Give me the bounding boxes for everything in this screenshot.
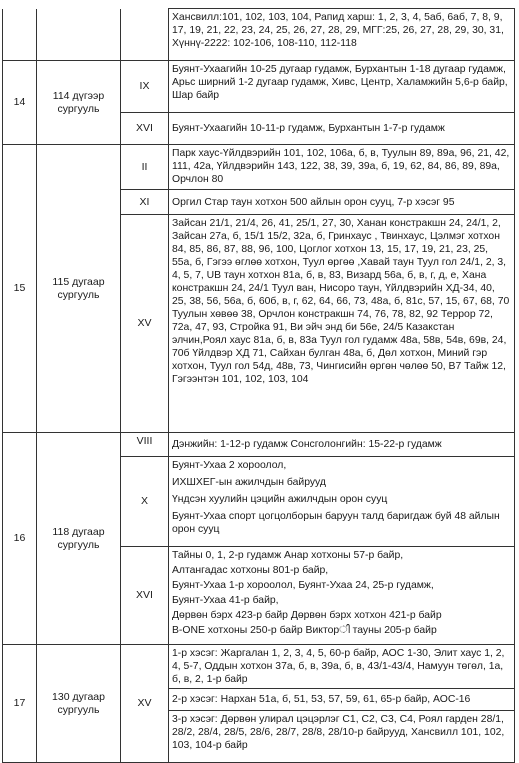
row-number: 15 [3, 145, 37, 433]
district-code: XVI [121, 113, 169, 145]
district-code: XI [121, 190, 169, 215]
row-number: 14 [3, 61, 37, 145]
district-code: VIII [121, 433, 169, 457]
area-line: Буянт-Ухаа 1-р хороолол, Буянт-Ухаа 24, 25-р гудамж, [172, 580, 434, 591]
area-cell: Буянт-Ухаагийн 10-25 дугаар гудамж, Бурхантын 1-18 дугаар гудамж, Арьс ширний 1-2 дугаар гудамж, Хивс, Центр, Халамжийн 5,6-р байр, Шар байр [169, 61, 515, 113]
area-cell [169, 457, 515, 547]
school-name: 115 дугаар сургууль [37, 145, 121, 433]
area-line: 2-р хэсэг: Нархан 51а, б, 51, 53, 57, 59, 61, 65-р байр, АОС-16 [169, 689, 514, 711]
table-row [3, 433, 515, 457]
area-line: Алтангадас хотхоны 801-р байр, [172, 565, 329, 576]
table-row [3, 9, 515, 61]
area-line: Буянт-Ухаа 41-р байр, [172, 595, 279, 606]
area-cell: Хансвилл:101, 102, 103, 104, Рапид харш: 1, 2, 3, 4, 5аб, 6аб, 7, 8, 9, 17, 19, 21, 22, 23, 24, 25, 26, 27, 28, 29, МГГ:25, 26, 27, 28, 29, 30, 31, Хүннү-2222: 102-106, 108-110, 112-118 [169, 9, 515, 61]
row-number: 16 [3, 433, 37, 645]
area-cell: Оргил Стар таун хотхон 500 айлын орон сууц, 7-р хэсэг 95 [169, 190, 515, 215]
school-name: 118 дугаар сургууль [37, 433, 121, 645]
area-cell [169, 645, 515, 763]
area-cell: Парк хаус-Үйлдвэрийн 101, 102, 106а, б, в, Туулын 89, 89а, 96, 21, 42, 111, 42а, Үйлдвэрийн 143, 122, 38, 39, 39а, б, 19, 62, 84, 86, 89, 89а, Орчлон 80 [169, 145, 515, 190]
area-line: Дөрвөн бэрх 423-р байр Дөрвөн бэрх хотхон 421-р байр [172, 610, 442, 621]
district-code: XVI [121, 547, 169, 645]
school-name: 114 дүгээр сургууль [37, 61, 121, 145]
area-line: Үндсэн хуулийн цэцийн ажилчдын орон сууц [172, 494, 388, 505]
table-row [3, 645, 515, 763]
area-line: Буянт-Ухаа спорт цогцолборын баруун талд баригдаж буй 48 айлын орон сууц [172, 511, 500, 535]
area-line: Буянт-Ухаа 2 хороолол, [172, 460, 287, 471]
area-cell: Дэнжийн: 1-12-р гудамж Сонсголонгийн: 15-22-р гудамж [169, 433, 515, 457]
table-row [3, 145, 515, 190]
district-school-table [2, 8, 515, 763]
area-cell [169, 547, 515, 645]
district-code: II [121, 145, 169, 190]
district-code: IX [121, 61, 169, 113]
district-code: XV [121, 215, 169, 433]
table-row [3, 61, 515, 113]
area-line: 1-р хэсэг: Жаргалан 1, 2, 3, 4, 5, 60-р байр, АОС 1-30, Элит хаус 1, 2, 4, 5-7, Оддын хотхон 37а, б, в, 39а, б, в, 43/1-43/4, Намуун төгөл, 1а, б, в, 2, 1-р байр [169, 645, 514, 689]
area-line: B-ONE хотхоны 250-р байр Викторി тауны 205-р байр [172, 625, 437, 636]
school-name: 130 дугаар сургууль [37, 645, 121, 763]
area-cell: Зайсан 21/1, 21/4, 26, 41, 25/1, 27, 30, Ханан констракшн 24, 24/1, 2, Зайсан 27а, б, 15/1 15/2, 32а, б, Гринхаус , Твинхаус, Цэлмэг хотхон 84, 85, 86, 87, 88, 96, 100, Цоглог хотхон 13, 15, 17, 19, 21, 23, 25, 55а, б, Гэгээ өглөө хотхон, Туул өргөө ,Хавай таун Туул гол 24/1, 2, 3, 4, 5, 7, UB таун хотхон 81а, б, в, 83, Визард 56а, б, в, г, д, е, Хана констракшн 24, 24/1 Туул ван, Нисоро таун, Үйлдвэрийн ХД-34, 40, 25, 38, 56, 56а, б, 60б, в, г, 62, 64, 66, 73, 48а, б, 81с, 57, 15, 67, 68, 70 Туулын хөвөө 38, Орчлон констракшн 74, 76, 78, 82, 92 Террор 72, 72а, 47, 93, Стройка 91, Ви эйч энд би 56е, 24/5 Казакстан элчин,Роял хаус 81а, б, в, 83а Туул гол гудамж 48а, 58в, 54в, 69в, 24, 70б Үйлдвэр ХД 71, Сайхан булган 48а, б, Дөл хотхон, Миний гэр хотхон, Туул гол 54д, 48в, 73, Чингисийн өргөн чөлөө 50, В7 Тайж 12, Гэгээнтэн 101, 102, 103, 104 [169, 215, 515, 433]
area-line: Тайны 0, 1, 2-р гудамж Анар хотхоны 57-р байр, [172, 550, 404, 561]
area-line: ИХШХЕГ-ын ажилчдын байрууд [172, 477, 326, 488]
row-number: 17 [3, 645, 37, 763]
area-line: 3-р хэсэг: Дөрвөн улирал цэцэрлэг С1, С2, С3, С4, Роял гарден 28/1, 28/2, 28/4, 28/5, 28/6, 28/7, 28/8, 28/10-р байрууд, Хансвилл 101, 102, 103, 104-р байр [172, 714, 505, 751]
area-cell: Буянт-Ухаагийн 10-11-р гудамж, Бурхантын 1-7-р гудамж [169, 113, 515, 145]
district-code: X [121, 457, 169, 547]
district-code: XV [121, 645, 169, 763]
